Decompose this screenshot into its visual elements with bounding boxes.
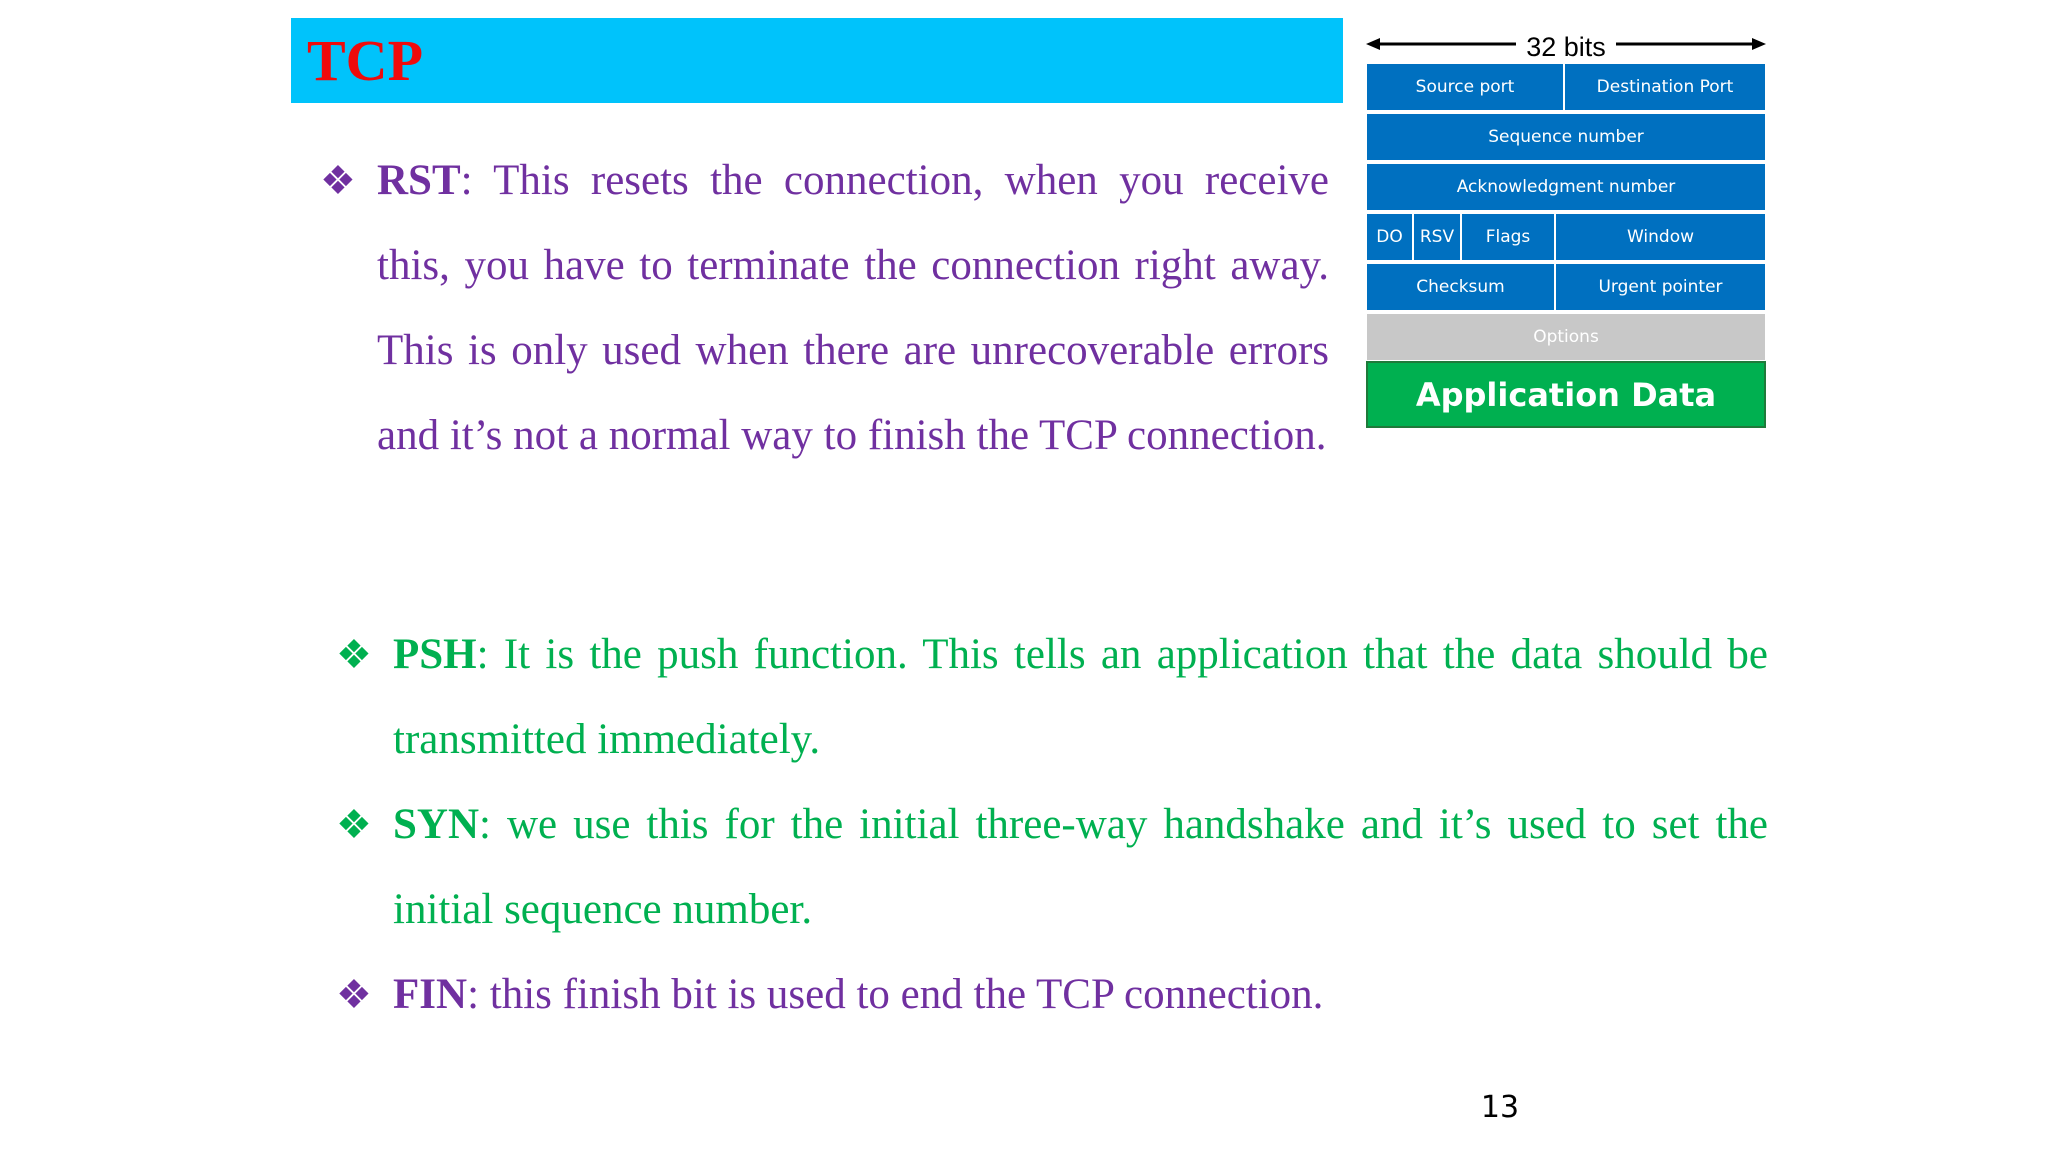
field-urgent-pointer: Urgent pointer xyxy=(1555,263,1766,311)
bullet-fin-text: : this finish bit is used to end the TCP connection. xyxy=(467,971,1324,1018)
bullet-psh-term: PSH xyxy=(393,631,477,678)
diamond-bullet-icon: ❖ xyxy=(336,972,372,1017)
bullet-syn xyxy=(336,782,1768,952)
title-bar xyxy=(291,18,1343,103)
diamond-bullet-icon: ❖ xyxy=(320,158,356,203)
bullet-psh-body xyxy=(393,612,1768,782)
bullet-syn-body xyxy=(393,782,1768,952)
bullet-syn-term: SYN xyxy=(393,801,480,848)
field-destination-port: Destination Port xyxy=(1564,63,1766,111)
page-number: 13 xyxy=(1480,1090,1520,1125)
field-do: DO xyxy=(1366,213,1413,261)
width-label: 32 bits xyxy=(1516,34,1616,61)
diamond-bullet-icon: ❖ xyxy=(336,802,372,847)
field-source-port: Source port xyxy=(1366,63,1564,111)
field-rsv: RSV xyxy=(1413,213,1461,261)
bullet-rst xyxy=(320,138,1329,478)
bullet-rst-body xyxy=(377,138,1329,478)
bullet-fin-term: FIN xyxy=(393,971,468,1018)
bullet-fin-body xyxy=(393,952,1768,1037)
bullet-psh xyxy=(336,612,1768,782)
bullet-syn-text: : we use this for the initial three-way handshake and it’s used to set the initial sequence number. xyxy=(393,801,1768,933)
bullet-rst-text: : This resets the connection, when you receive this, you have to terminate the connection right away. This is only used when there are unrecoverable errors and it’s not a normal way to finish the TCP connection. xyxy=(377,157,1329,459)
field-window: Window xyxy=(1555,213,1766,261)
bullet-fin xyxy=(336,952,1768,1037)
field-application-data: Application Data xyxy=(1366,361,1766,428)
slide-title: TCP xyxy=(307,28,423,93)
field-flags: Flags xyxy=(1461,213,1555,261)
bullet-psh-text: : It is the push function. This tells an application that the data should be transmitted immediately. xyxy=(393,631,1768,763)
field-acknowledgment-number: Acknowledgment number xyxy=(1366,163,1766,211)
diamond-bullet-icon: ❖ xyxy=(336,632,372,677)
field-options: Options xyxy=(1366,313,1766,361)
bullet-rst-term: RST xyxy=(377,157,461,204)
field-checksum: Checksum xyxy=(1366,263,1555,311)
field-sequence-number: Sequence number xyxy=(1366,113,1766,161)
tcp-header-diagram xyxy=(1366,30,1772,430)
